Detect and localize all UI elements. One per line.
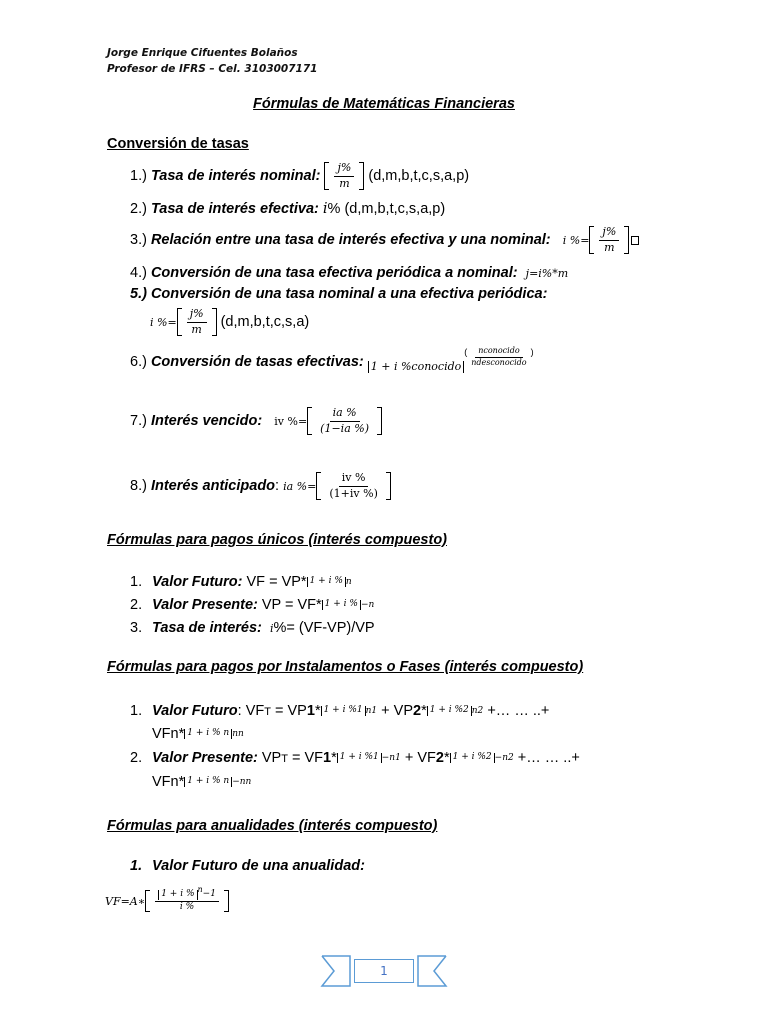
formula-item-6: 6.) Conversión de tasas efectivas: 1 + i %conocido ( $\frac{\text{nconocido}}{\text{ndesconocido}}$ ): [130, 345, 534, 373]
formula-item-1: 1.) Tasa de interés nominal: $\frac{j\%}{m}$ (d,m,b,t,c,s,a,p): [130, 161, 470, 190]
formula-anualidad-title: 1. Valor Futuro de una anualidad:: [130, 858, 365, 874]
section-heading-unicos: Fórmulas para pagos únicos (interés compuesto): [107, 532, 448, 548]
formula-item-4: 4.) Conversión de una tasa efectiva periódica a nominal: j=i%*m: [130, 265, 569, 281]
formula-item-8: 8.) Interés anticipado : ia % = $\frac{iv \%}{(1+iv \%)}$: [130, 463, 391, 509]
formula-vf: 1. Valor Futuro: VF = VP* 1 + i % n: [130, 574, 352, 590]
section-heading-anualidades: Fórmulas para anualidades (interés compuesto): [107, 818, 438, 834]
placeholder-box: [631, 236, 639, 245]
formula-vft: 1. Valor Futuro : VFT = VP 1 * 1 + i %1 n1 + VP 2 * 1 + i %2 n2 +… … ..+: [130, 703, 550, 719]
section-heading-conversion: Conversión de tasas: [107, 136, 249, 152]
formula-anualidad-expr: VF=A∗ $\frac{1 + i \% n-1}{i \%}$: [105, 878, 229, 924]
formula-item-3: 3.) Relación entre una tasa de interés efectiva y una nominal: i %= $\frac{j\%}{m}$: [130, 222, 639, 258]
formula-vpt: 2. Valor Presente: VPT = VF 1 * 1 + i %1 −n1 + VF 2 * 1 + i %2 −n2 +… … ..+: [130, 750, 580, 766]
formula-vft-cont: VFn* 1 + i % n nn: [152, 726, 244, 742]
author-name: Jorge Enrique Cifuentes Bolaños: [107, 47, 298, 59]
formula-tasa: 3. Tasa de interés: i % = (VF-VP)/VP: [130, 620, 375, 636]
formula-vpt-cont: VFn* 1 + i % n −nn: [152, 774, 252, 790]
formula-item-5: 5.) Conversión de una tasa nominal a una efectiva periódica:: [130, 286, 548, 302]
author-role: Profesor de IFRS – Cel. 3103007171: [107, 63, 318, 75]
formula-item-7: 7.) Interés vencido: iv % = $\frac{ia \%}{(1-ia \%)}$: [130, 398, 382, 444]
page-title: Fórmulas de Matemáticas Financieras: [253, 96, 515, 112]
bracket-fraction: $\frac{j\%}{m}$: [324, 162, 364, 189]
formula-vp: 2. Valor Presente: VP = VF* 1 + i % −n: [130, 597, 375, 613]
formula-item-5-expr: i %= $\frac{j\%}{m}$ (d,m,b,t,c,s,a): [150, 307, 310, 336]
section-heading-instalamentos: Fórmulas para pagos por Instalamentos o Fases (interés compuesto): [107, 659, 584, 675]
page-number: 1: [354, 959, 414, 983]
page-number-badge: [320, 950, 448, 992]
formula-item-2: 2.) Tasa de interés efectiva: i % (d,m,b,t,c,s,a,p): [130, 201, 446, 217]
